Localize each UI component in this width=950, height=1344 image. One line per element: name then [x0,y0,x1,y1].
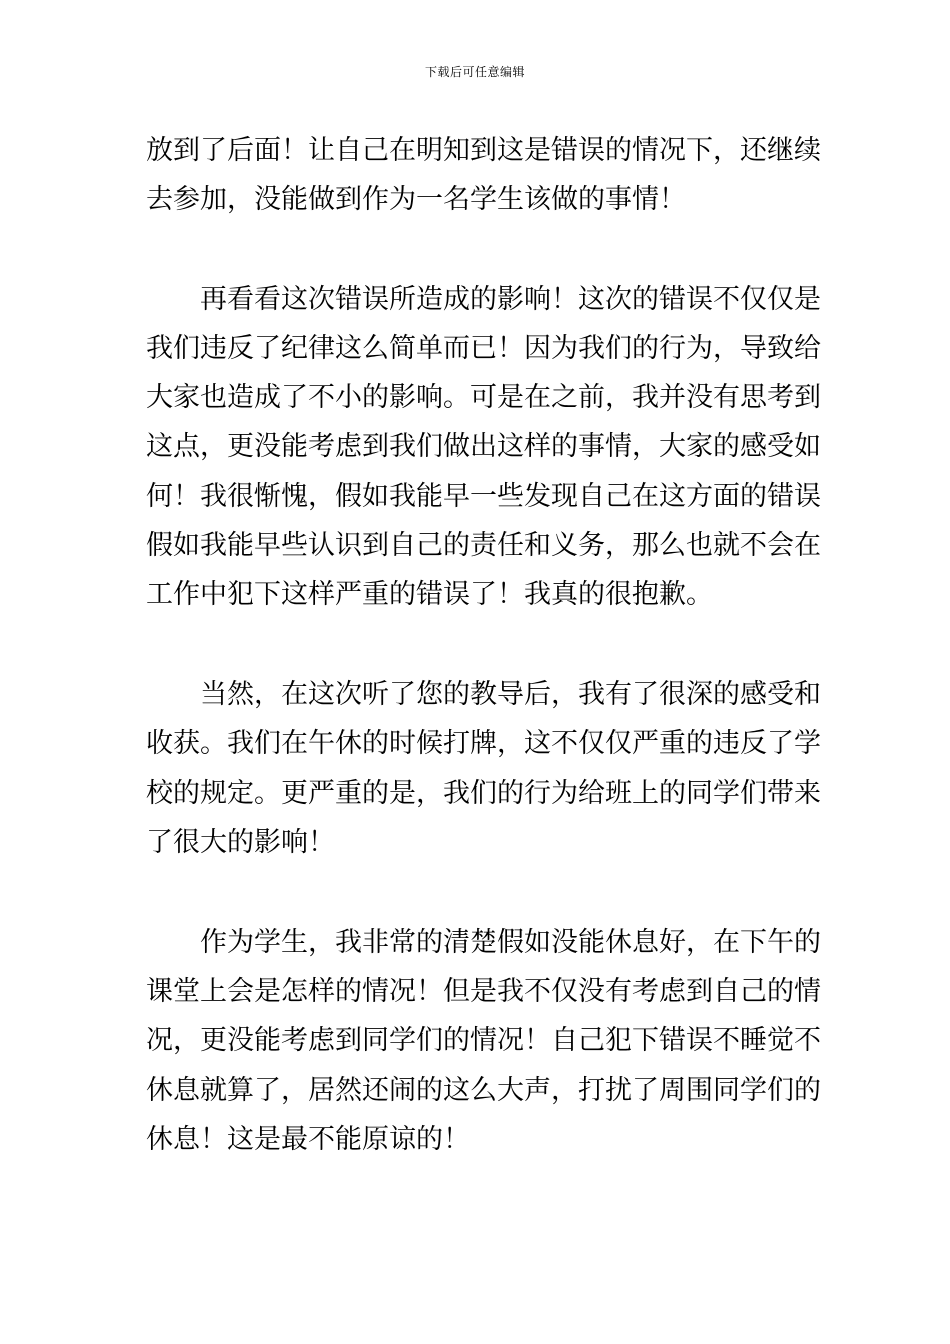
paragraph-3-line-2: 收获。我们在午休的时候打牌，这不仅仅严重的违反了学 [146,728,821,759]
paragraph-2-line-5: 何！我很惭愧，假如我能早一些发现自己在这方面的错误 [146,481,821,512]
paragraph-1-line-2: 去参加，没能做到作为一名学生该做的事情！ [146,184,686,215]
paragraph-4-line-5: 休息！这是最不能原谅的！ [146,1124,470,1155]
paragraph-2-line-7: 工作中犯下这样严重的错误了！我真的很抱歉。 [146,579,713,610]
paragraph-3-line-3: 校的规定。更严重的是，我们的行为给班上的同学们带来 [146,778,821,809]
paragraph-2-line-2: 我们违反了纪律这么简单而已！因为我们的行为，导致给 [146,333,821,364]
page-header: 下载后可任意编辑 [424,65,525,79]
paragraph-4-line-3: 况，更没能考虑到同学们的情况！自己犯下错误不睡觉不 [146,1025,821,1056]
paragraph-4-line-4: 休息就算了，居然还闹的这么大声，打扰了周围同学们的 [146,1075,821,1106]
paragraph-4-line-2: 课堂上会是怎样的情况！但是我不仅没有考虑到自己的情 [146,976,821,1007]
paragraph-2-line-4: 这点，更没能考虑到我们做出这样的事情，大家的感受如 [146,431,821,462]
paragraph-1-line-1: 放到了后面！让自己在明知到这是错误的情况下，还继续 [146,135,821,166]
paragraph-2-line-1: 再看看这次错误所造成的影响！这次的错误不仅仅是 [200,284,821,315]
paragraph-2-line-6: 假如我能早些认识到自己的责任和义务，那么也就不会在 [146,530,821,561]
paragraph-3-line-4: 了很大的影响！ [146,827,335,858]
paragraph-2-line-3: 大家也造成了不小的影响。可是在之前，我并没有思考到 [146,382,821,413]
paragraph-4-line-1: 作为学生，我非常的清楚假如没能休息好，在下午的 [200,927,821,958]
paragraph-3-line-1: 当然，在这次听了您的教导后，我有了很深的感受和 [200,679,821,710]
